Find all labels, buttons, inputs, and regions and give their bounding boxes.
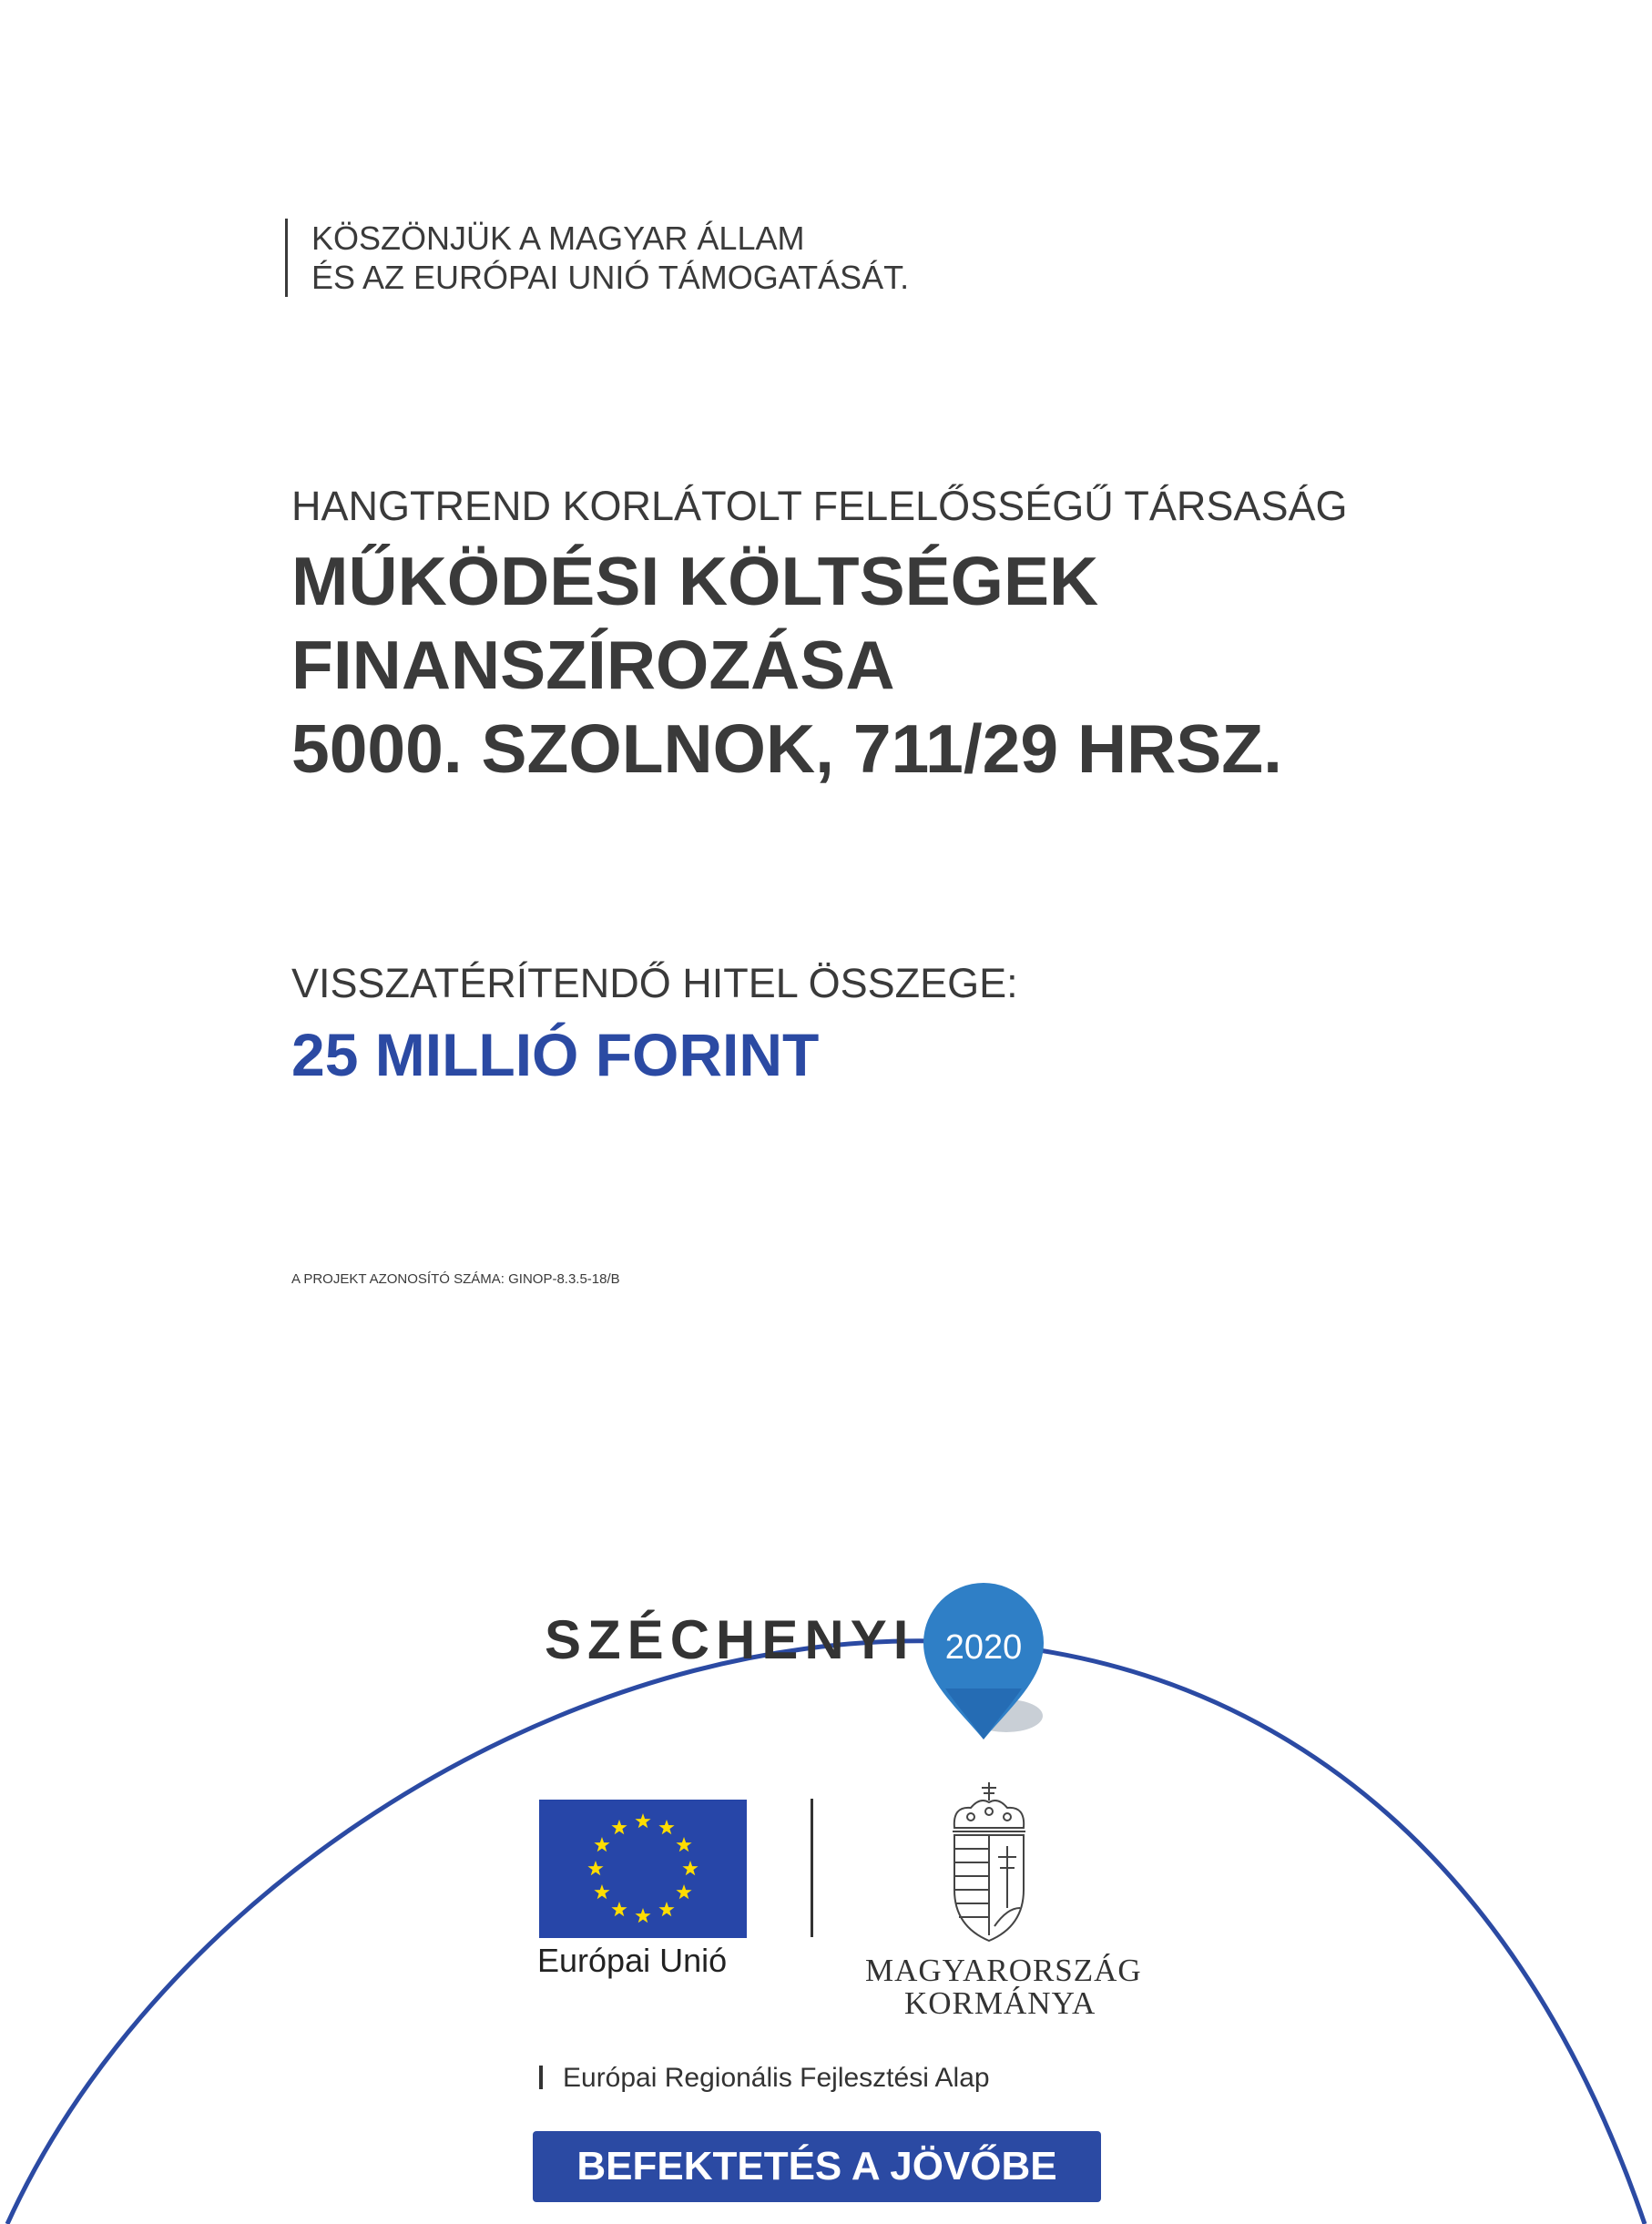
project-title-line-1: MŰKÖDÉSI KÖLTSÉGEK xyxy=(291,543,1099,619)
project-id: A PROJEKT AZONOSÍTÓ SZÁMA: GINOP-8.3.5-18/B xyxy=(291,1271,620,1287)
invest-banner xyxy=(533,2131,1101,2202)
project-title-line-2: FINANSZÍROZÁSA xyxy=(291,627,895,703)
loan-label: VISSZATÉRÍTENDŐ HITEL ÖSSZEGE: xyxy=(291,960,1018,1006)
thanks-line-2: ÉS AZ EURÓPAI UNIÓ TÁMOGATÁSÁT. xyxy=(311,259,910,296)
logo-divider xyxy=(811,1799,813,1937)
project-title xyxy=(291,539,1282,791)
hungarian-coat-of-arms-icon xyxy=(943,1780,1035,1944)
loan-amount: 25 MILLIÓ FORINT xyxy=(291,1021,820,1088)
szechenyi-year: 2020 xyxy=(944,1628,1023,1667)
fund-name: Európai Regionális Fejlesztési Alap xyxy=(563,2063,990,2093)
fund-name-row xyxy=(539,2063,990,2094)
fund-bar xyxy=(539,2066,543,2089)
eu-flag-icon xyxy=(539,1800,747,1938)
szechenyi-wordmark: SZÉCHENYI xyxy=(545,1609,915,1670)
government-line-2: KORMÁNYA xyxy=(904,1985,1096,2021)
company-name: HANGTREND KORLÁTOLT FELELŐSSÉGŰ TÁRSASÁG xyxy=(291,483,1348,529)
szechenyi-2020-pin-icon xyxy=(920,1570,1056,1752)
invest-banner-label: BEFEKTETÉS A JÖVŐBE xyxy=(576,2144,1057,2188)
eu-label: Európai Unió xyxy=(537,1942,728,1979)
government-line-1: MAGYARORSZÁG xyxy=(865,1953,1142,1988)
thanks-block xyxy=(285,219,909,297)
project-title-line-3: 5000. SZOLNOK, 711/29 HRSZ. xyxy=(291,710,1282,787)
thanks-line-1: KÖSZÖNJÜK A MAGYAR ÁLLAM xyxy=(311,219,805,257)
